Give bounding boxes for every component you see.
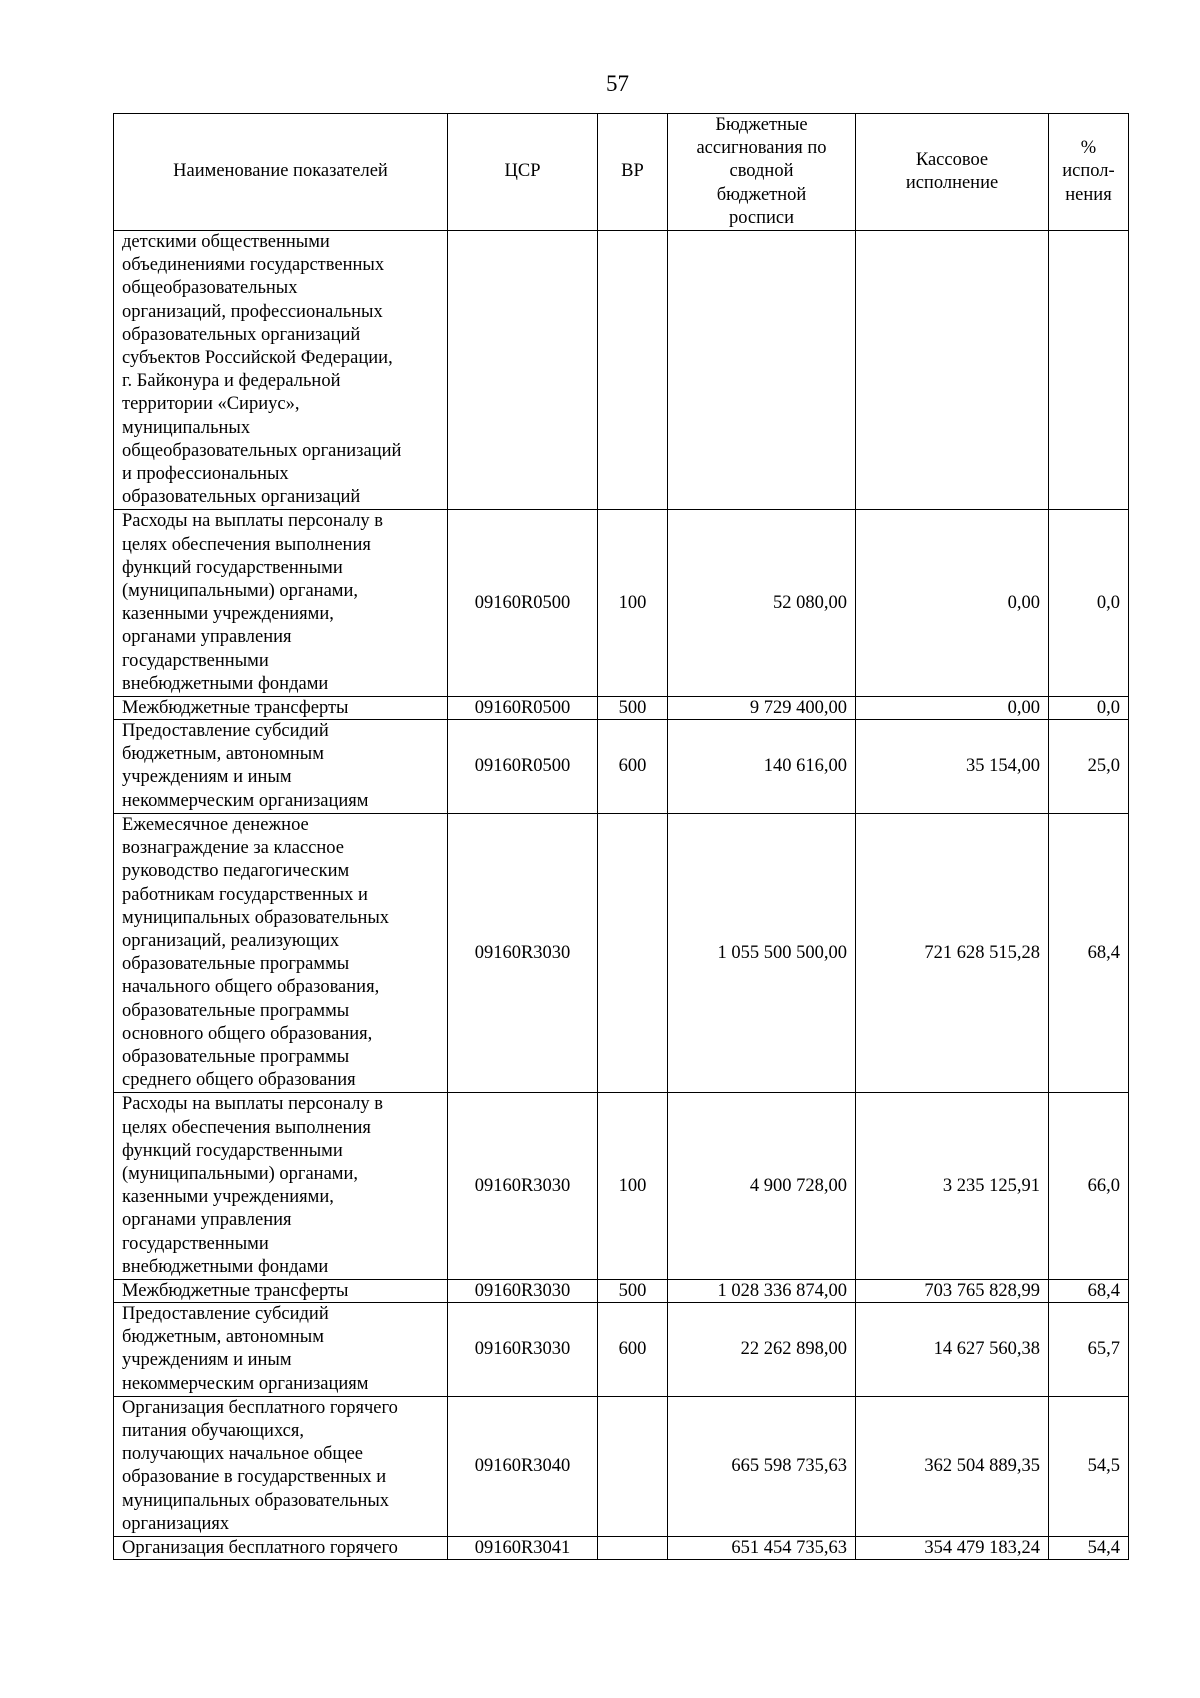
budget-allocation — [668, 231, 856, 510]
indicator-name-line: органами управления — [122, 627, 292, 648]
header-budget-line: ассигнования по — [696, 138, 827, 159]
indicator-name-line: бюджетным, автономным — [122, 1327, 324, 1348]
budget-allocation: 22 262 898,00 — [668, 1302, 856, 1396]
cash-execution: 0,00 — [856, 697, 1049, 720]
indicator-name-line: бюджетным, автономным — [122, 744, 324, 765]
indicator-name-line: государственными — [122, 1233, 269, 1254]
cash-execution: 14 627 560,38 — [856, 1302, 1049, 1396]
indicator-name-line: организаций, профессиональных — [122, 301, 383, 322]
table-row — [114, 1093, 1129, 1280]
indicator-name-line: объединениями государственных — [122, 255, 385, 276]
csr-code: 09160R0500 — [448, 510, 598, 697]
table-row — [114, 231, 1129, 510]
indicator-name-line: Межбюджетные трансферты — [122, 1280, 349, 1301]
indicator-name-line: государственными — [122, 650, 269, 671]
header-budget — [668, 114, 856, 231]
indicator-name-line: Расходы на выплаты персоналу в — [122, 1094, 384, 1115]
header-budget-line: сводной — [729, 161, 794, 182]
indicator-name-line: казенными учреждениями, — [122, 1187, 334, 1208]
indicator-name-line: начального общего образования, — [122, 977, 380, 998]
indicator-name — [114, 813, 448, 1092]
budget-allocation: 651 454 735,63 — [668, 1536, 856, 1559]
indicator-name-line: территории «Сириус», — [122, 394, 300, 415]
execution-percent: 68,4 — [1049, 813, 1129, 1092]
indicator-name-line: образовательные программы — [122, 1046, 350, 1067]
vr-code: 500 — [598, 1279, 668, 1302]
indicator-name-line: организациях — [122, 1513, 230, 1534]
indicator-name-line: муниципальных образовательных — [122, 907, 390, 928]
indicator-name-line: (муниципальными) органами, — [122, 581, 359, 602]
header-cash-line: Кассовое — [915, 149, 989, 170]
indicator-name-line: некоммерческим организациям — [122, 790, 369, 811]
budget-allocation: 9 729 400,00 — [668, 697, 856, 720]
csr-code: 09160R3030 — [448, 813, 598, 1092]
indicator-name-line: получающих начальное общее — [122, 1444, 364, 1465]
indicator-name-line: целях обеспечения выполнения — [122, 534, 371, 555]
header-pct-line: % — [1080, 138, 1097, 159]
csr-code: 09160R0500 — [448, 720, 598, 814]
header-name: Наименование показателей — [114, 114, 448, 231]
vr-code: 100 — [598, 510, 668, 697]
indicator-name — [114, 1396, 448, 1536]
indicator-name-line: некоммерческим организациям — [122, 1373, 369, 1394]
budget-allocation: 4 900 728,00 — [668, 1093, 856, 1280]
vr-code — [598, 1396, 668, 1536]
execution-percent: 0,0 — [1049, 697, 1129, 720]
indicator-name-line: муниципальных — [122, 417, 251, 438]
execution-percent: 0,0 — [1049, 510, 1129, 697]
header-budget-line: росписи — [728, 207, 795, 228]
budget-allocation: 1 028 336 874,00 — [668, 1279, 856, 1302]
execution-percent: 54,5 — [1049, 1396, 1129, 1536]
indicator-name-line: субъектов Российской Федерации, — [122, 348, 393, 369]
indicator-name-line: Организация бесплатного горячего — [122, 1397, 398, 1418]
cash-execution — [856, 231, 1049, 510]
header-cash-line: исполнение — [905, 173, 999, 193]
vr-code: 600 — [598, 1302, 668, 1396]
indicator-name-line: питания обучающихся, — [122, 1420, 305, 1441]
csr-code: 09160R3041 — [448, 1536, 598, 1559]
indicator-name-line: общеобразовательных — [122, 278, 298, 299]
header-cash — [856, 114, 1049, 231]
cash-execution: 354 479 183,24 — [856, 1536, 1049, 1559]
indicator-name — [114, 510, 448, 697]
execution-percent: 25,0 — [1049, 720, 1129, 814]
indicator-name-line: органами управления — [122, 1210, 292, 1231]
indicator-name-line: образовательные программы — [122, 1000, 350, 1021]
indicator-name — [114, 1279, 448, 1302]
indicator-name-line: основного общего образования, — [122, 1023, 373, 1044]
header-budget-line: бюджетной — [716, 184, 807, 205]
table-row — [114, 1279, 1129, 1302]
header-pct-line: нения — [1065, 184, 1112, 205]
vr-code — [598, 231, 668, 510]
indicator-name-line: организаций, реализующих — [122, 930, 340, 951]
indicator-name — [114, 1536, 448, 1559]
execution-percent: 65,7 — [1049, 1302, 1129, 1396]
page-number: 57 — [606, 71, 629, 96]
indicator-name-line: Организация бесплатного горячего — [122, 1537, 398, 1558]
vr-code: 100 — [598, 1093, 668, 1280]
indicator-name-line: г. Байконура и федеральной — [122, 371, 341, 392]
header-pct-line: испол- — [1062, 161, 1115, 182]
indicator-name — [114, 231, 448, 510]
indicator-name-line: детскими общественными — [122, 232, 330, 253]
cash-execution: 3 235 125,91 — [856, 1093, 1049, 1280]
budget-allocation: 140 616,00 — [668, 720, 856, 814]
csr-code: 09160R3030 — [448, 1279, 598, 1302]
indicator-name-line: функций государственными — [122, 1140, 343, 1161]
csr-code: 09160R3040 — [448, 1396, 598, 1536]
indicator-name-line: внебюджетными фондами — [122, 673, 329, 694]
indicator-name-line: образовательные программы — [122, 954, 350, 975]
indicator-name-line: образование в государственных и — [122, 1467, 387, 1488]
table-header — [114, 114, 1129, 231]
indicator-name-line: Предоставление субсидий — [122, 721, 329, 742]
indicator-name-line: работникам государственных и — [122, 884, 368, 905]
header-pct — [1049, 114, 1129, 231]
indicator-name-line: Предоставление субсидий — [122, 1303, 329, 1324]
indicator-name-line: образовательных организаций — [122, 324, 361, 345]
indicator-name-line: среднего общего образования — [122, 1070, 356, 1091]
cash-execution: 703 765 828,99 — [856, 1279, 1049, 1302]
table-row — [114, 510, 1129, 697]
execution-percent: 68,4 — [1049, 1279, 1129, 1302]
csr-code: 09160R3030 — [448, 1302, 598, 1396]
header-csr: ЦСР — [448, 114, 598, 231]
vr-code — [598, 1536, 668, 1559]
indicator-name-line: учреждениям и иным — [122, 767, 292, 788]
csr-code: 09160R3030 — [448, 1093, 598, 1280]
indicator-name-line: казенными учреждениями, — [122, 604, 334, 625]
cash-execution: 721 628 515,28 — [856, 813, 1049, 1092]
indicator-name-line: образовательных организаций — [122, 487, 361, 508]
table-row — [114, 720, 1129, 814]
csr-code: 09160R0500 — [448, 697, 598, 720]
execution-percent: 54,4 — [1049, 1536, 1129, 1559]
budget-execution-table — [113, 113, 1129, 1560]
cash-execution: 35 154,00 — [856, 720, 1049, 814]
indicator-name — [114, 720, 448, 814]
vr-code — [598, 813, 668, 1092]
indicator-name — [114, 1093, 448, 1280]
table-body — [114, 231, 1129, 1560]
vr-code: 600 — [598, 720, 668, 814]
execution-percent: 66,0 — [1049, 1093, 1129, 1280]
vr-code: 500 — [598, 697, 668, 720]
cash-execution: 362 504 889,35 — [856, 1396, 1049, 1536]
indicator-name-line: Межбюджетные трансферты — [122, 698, 349, 719]
header-vr: ВР — [598, 114, 668, 231]
header-budget-line: Бюджетные — [715, 115, 808, 135]
indicator-name-line: (муниципальными) органами, — [122, 1163, 359, 1184]
indicator-name-line: руководство педагогическим — [122, 861, 350, 882]
indicator-name-line: Расходы на выплаты персоналу в — [122, 511, 384, 532]
table-row — [114, 1396, 1129, 1536]
indicator-name-line: и профессиональных — [122, 464, 289, 485]
cash-execution: 0,00 — [856, 510, 1049, 697]
indicator-name-line: Ежемесячное денежное — [122, 814, 309, 835]
indicator-name-line: общеобразовательных организаций — [122, 440, 402, 461]
table-row — [114, 1302, 1129, 1396]
indicator-name-line: учреждениям и иным — [122, 1350, 292, 1371]
execution-percent — [1049, 231, 1129, 510]
budget-allocation: 52 080,00 — [668, 510, 856, 697]
table-row — [114, 1536, 1129, 1559]
indicator-name — [114, 1302, 448, 1396]
budget-allocation: 665 598 735,63 — [668, 1396, 856, 1536]
indicator-name-line: функций государственными — [122, 557, 343, 578]
indicator-name — [114, 697, 448, 720]
indicator-name-line: внебюджетными фондами — [122, 1256, 329, 1277]
budget-allocation: 1 055 500 500,00 — [668, 813, 856, 1092]
csr-code — [448, 231, 598, 510]
indicator-name-line: вознаграждение за классное — [122, 838, 344, 859]
table-row — [114, 813, 1129, 1092]
indicator-name-line: целях обеспечения выполнения — [122, 1117, 371, 1138]
table-row — [114, 697, 1129, 720]
indicator-name-line: муниципальных образовательных — [122, 1490, 390, 1511]
